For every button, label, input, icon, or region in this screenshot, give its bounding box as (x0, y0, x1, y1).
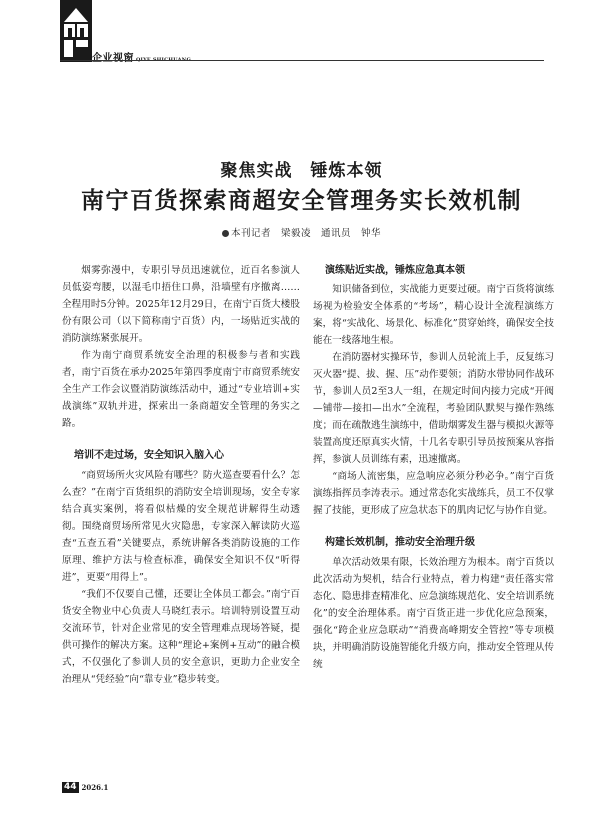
paragraph: “商贸场所火灾风险有哪些？防火巡查要看什么？怎么查？”在南宁百货组织的消防安全培训现场，安全专家结合真实案例，将看似枯燥的安全规范讲解得生动透彻。围绕商贸场所常见火灾隐患，专家深入解读防火巡查“五查五看”关键要点，系统讲解各类消防设施的工作原理、维护方法与检查标准，确保安全知识不仅“听得进”，更要“用得上”。 (62, 470, 300, 583)
section-heading: 构建长效机制，推动安全治理升级 (325, 537, 475, 548)
right-column (313, 262, 554, 673)
paragraph: 在消防器材实操环节，参训人员轮流上手，反复练习灭火器“提、拔、握、压”动作要领；消防水带协同作战环节，参训人员2至3人一组，在规定时间内接力完成“开阀—铺带—接扣—出水”全流程，考验团队默契与操作熟练度；而在疏散逃生演练中，借助烟雾发生器与模拟火源等装置高度还原真实火情，十几名专职引导员按预案从容指挥，参演人员训练有素，迅速撤离。 (313, 352, 554, 465)
column-name (92, 49, 191, 64)
paragraph: 作为南宁商贸系统安全治理的积极参与者和实践者，南宁百货在承办2025年第四季度南宁市商贸系统安全生产工作会议暨消防演练活动中，通过“专业培训+实战演练”双轨并进，探索出一条商超安全管理的务实之路。 (62, 350, 300, 429)
column-name-en: QIYE SHICHUANG (136, 57, 191, 63)
page-footer (62, 782, 108, 793)
bullet-icon (222, 230, 229, 237)
paragraph: 知识储备到位，实战能力更要过硬。南宁百货将演练场视为检验安全体系的“考场”，精心设计全流程演练方案，将“实战化、场景化、标准化”贯穿始终，确保安全技能在一线落地生根。 (313, 284, 554, 346)
article-byline (0, 225, 603, 239)
left-column (62, 262, 300, 688)
magazine-logo (60, 0, 92, 62)
article-title: 南宁百货探索商超安全管理务实长效机制 (81, 188, 522, 214)
paragraph: 单次活动效果有限，长效治理方为根本。南宁百货以此次活动为契机，结合行业特点，着力构建“责任落实常态化、隐患排查精准化、应急演练规范化、安全培训系统化”的安全治理体系。南宁百货正进一步优化应急预案，强化“跨企业应急联动”“消费高峰期安全管控”等专项模块，并明确消防设施智能化升级方向，推动安全管理从传统 (313, 557, 554, 670)
article-subtitle: 聚焦实战 锤炼本领 (220, 161, 383, 181)
issue-date: 2026.1 (81, 783, 109, 792)
paragraph: 烟雾弥漫中，专职引导员迅速就位，近百名参演人员低姿弯腰，以湿毛巾捂住口鼻，沿墙壁有序撤离……全程用时5分钟。2025年12月29日，在南宁百货大楼股份有限公司（以下简称南宁百货）内，一场贴近实战的消防演练紧张展开。 (62, 265, 300, 344)
byline-text: 本刊记者 梁毅凌 通讯员 钟华 (230, 228, 381, 239)
header-divider (60, 60, 544, 61)
column-name-cn: 企业视窗 (92, 53, 134, 64)
paragraph: “我们不仅要自己懂，还要让全体员工都会。”南宁百货安全物业中心负责人马晓红表示。培训特别设置互动交流环节，针对企业常见的安全管理难点现场答疑，提供可操作的解决方案。这种“理论+案例+互动”的融合模式，不仅强化了参训人员的安全意识，更助力企业安全治理从“凭经验”向“靠专业”稳步转变。 (62, 589, 300, 685)
section-heading: 培训不走过场，安全知识入脑入心 (74, 450, 224, 461)
page-number: 44 (64, 782, 77, 792)
paragraph: “商场人流密集，应急响应必须分秒必争。”南宁百货演练指挥员李涛表示。通过常态化实战练兵，员工不仅掌握了技能，更形成了应急状态下的肌肉记忆与协作自觉。 (313, 471, 554, 516)
section-heading: 演练贴近实战，锤炼应急真本领 (325, 265, 465, 276)
